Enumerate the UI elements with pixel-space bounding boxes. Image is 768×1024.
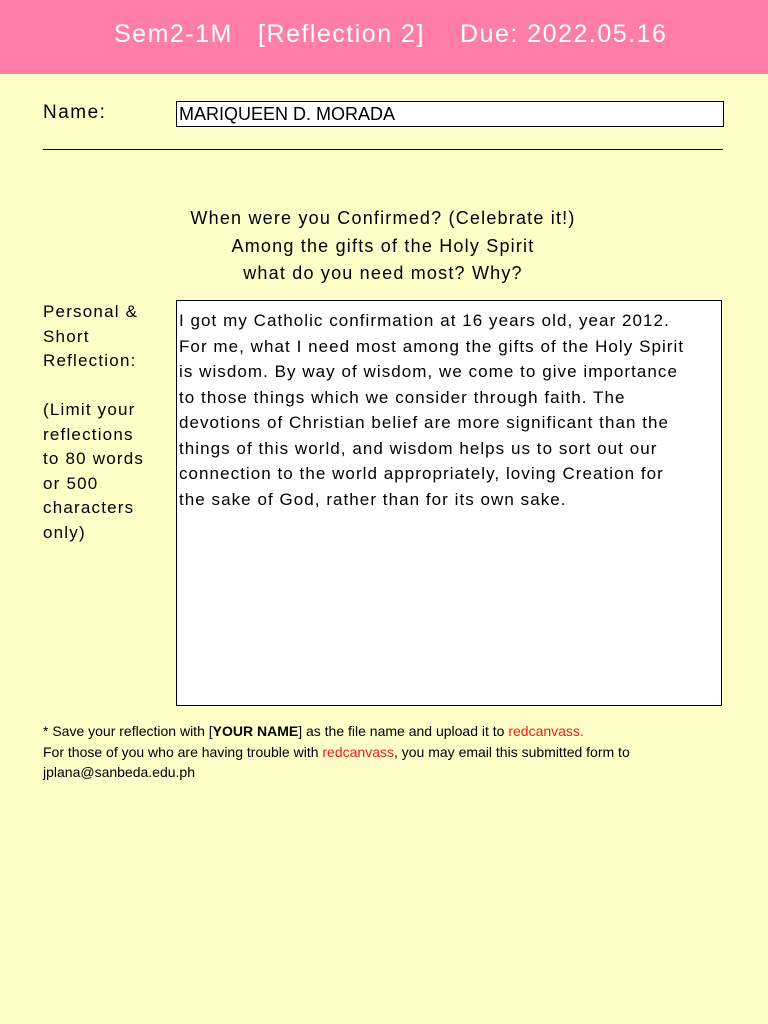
reflection-line: the sake of God, rather than for its own sake.	[179, 489, 567, 509]
limit-line: or 500	[43, 473, 99, 493]
question-line: When were you Confirmed? (Celebrate it!)	[190, 208, 576, 228]
side-label-line: Personal &	[43, 302, 139, 321]
due-date: Due: 2022.05.16	[460, 20, 668, 48]
redcanvass-link[interactable]: redcanvass.	[508, 723, 584, 739]
side-label-line: Short	[43, 326, 90, 346]
assignment-title: [Reflection 2]	[258, 20, 425, 48]
limit-line: characters	[43, 498, 135, 517]
reflection-textarea[interactable]	[176, 300, 722, 706]
note-line-1	[43, 721, 733, 742]
note-text: ] as the file name and upload it to	[298, 723, 509, 739]
limit-line: reflections	[43, 424, 134, 444]
email-address[interactable]: jplana@sanbeda.edu.ph	[43, 764, 196, 780]
reflection-line: devotions of Christian belief are more significant than the	[179, 413, 670, 432]
reflection-line: connection to the world appropriately, loving Creation for	[179, 464, 664, 483]
reflection-line: I got my Catholic confirmation at 16 years old, year 2012.	[179, 311, 670, 330]
question-prompt	[150, 205, 616, 288]
submission-note	[43, 721, 733, 783]
name-field[interactable]: MARIQUEEN D. MORADA	[176, 101, 724, 127]
note-text: For those of you who are having trouble with	[43, 743, 323, 760]
reflection-line: to those things which we consider through faith. The	[179, 387, 626, 407]
reflection-side-label	[43, 300, 171, 545]
redcanvass-link[interactable]: redcanvass	[322, 743, 394, 760]
limit-line: only)	[43, 522, 86, 542]
reflection-line: is wisdom. By way of wisdom, we come to give importance	[179, 362, 678, 381]
question-line: Among the gifts of the Holy Spirit	[231, 235, 535, 256]
reflection-line: For me, what I need most among the gifts of the Holy Spirit	[179, 336, 685, 356]
course-code: Sem2-1M	[114, 20, 233, 48]
spacer	[43, 374, 171, 399]
note-text: , you may email this submitted form to	[393, 743, 630, 760]
limit-line: to 80 words	[43, 449, 145, 468]
header-banner	[0, 0, 768, 74]
divider	[43, 149, 723, 150]
side-label-line: Reflection:	[43, 351, 137, 370]
question-line: what do you need most? Why?	[243, 263, 523, 283]
note-text: * Save your reflection with [	[43, 723, 213, 739]
name-label: Name:	[43, 102, 107, 123]
note-your-name: YOUR NAME	[212, 723, 299, 739]
reflection-line: things of this world, and wisdom helps us to sort out our	[179, 438, 658, 458]
note-line-2	[43, 742, 733, 763]
limit-line: (Limit your	[43, 400, 136, 419]
